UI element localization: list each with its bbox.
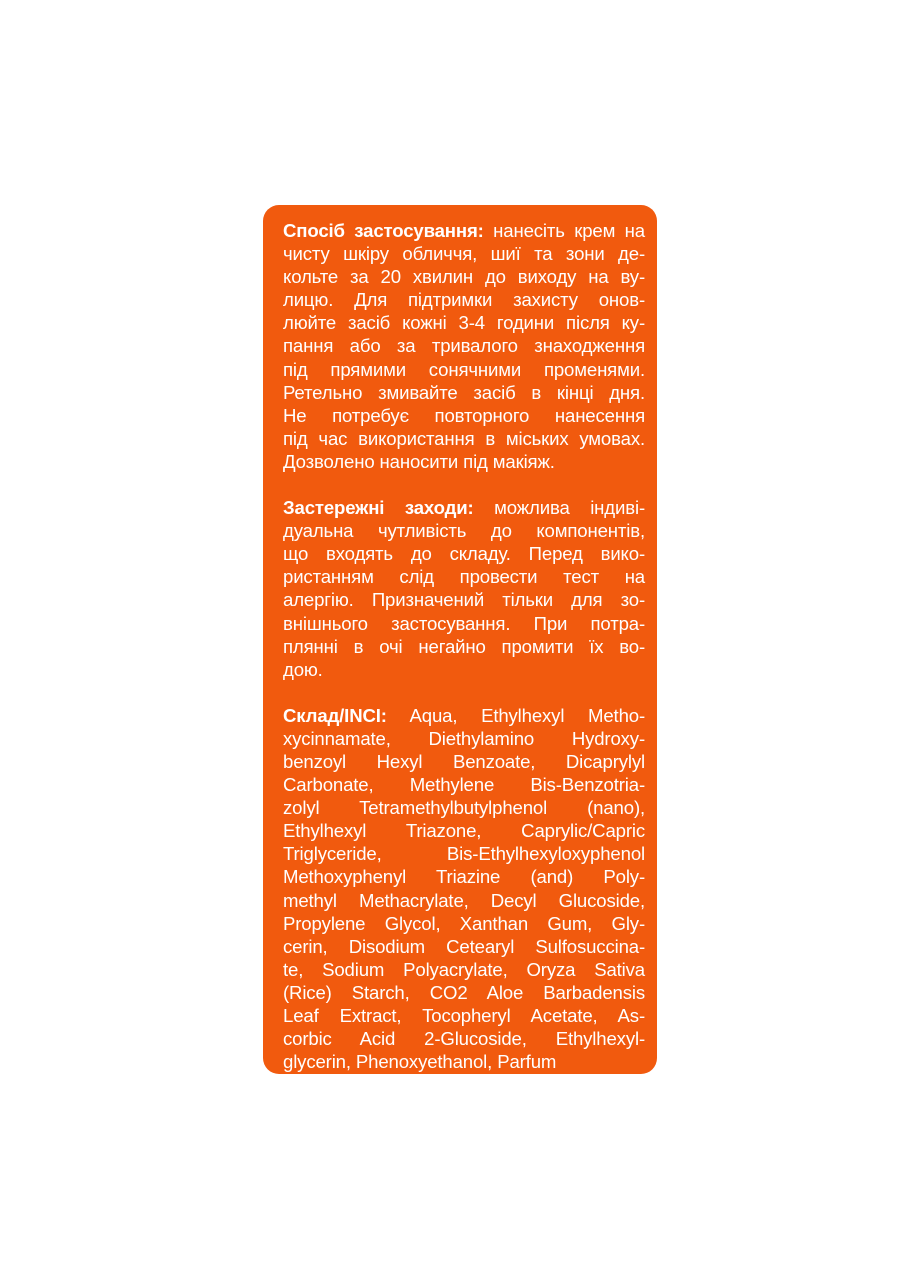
precautions-line: дою.	[283, 658, 323, 680]
usage-line: Спосіб застосування: нанесіть крем на	[283, 220, 645, 241]
ingredients-line: corbic Acid 2-Glucoside, Ethylhexyl-	[283, 1028, 645, 1050]
usage-line: під прямими сонячними променями.	[283, 358, 645, 380]
usage-section	[283, 219, 645, 473]
product-label-card	[263, 205, 657, 1074]
precautions-line: що входять до складу. Перед вико-	[283, 543, 645, 565]
ingredients-line: (Rice) Starch, CO2 Aloe Barbadensis	[283, 981, 645, 1003]
usage-line: під час використання в міських умовах.	[283, 427, 645, 449]
ingredients-line: Carbonate, Methylene Bis-Benzotria-	[283, 774, 645, 796]
ingredients-line: Methoxyphenyl Triazine (and) Poly-	[283, 866, 645, 888]
ingredients-line: Ethylhexyl Triazone, Caprylic/Capric	[283, 820, 645, 842]
precautions-line: дуальна чутливість до компонентів,	[283, 520, 645, 542]
ingredients-line: Leaf Extract, Tocopheryl Acetate, As-	[283, 1005, 645, 1026]
ingredients-line: xycinnamate, Diethylamino Hydroxy-	[283, 727, 645, 749]
usage-line: пання або за тривалого знаходження	[283, 335, 645, 357]
usage-line: Не потребує повторного нанесення	[283, 404, 645, 426]
usage-line: Дозволено наносити під макіяж.	[283, 450, 555, 472]
ingredients-line: Triglyceride, Bis-Ethylhexyloxyphenol	[283, 843, 645, 865]
usage-line: лицю. Для підтримки захисту онов-	[283, 289, 645, 311]
precautions-line: ристанням слід провести тест на	[283, 566, 645, 588]
ingredients-heading: Склад/INCI:	[283, 704, 387, 726]
usage-line: Ретельно змивайте засіб в кінці дня.	[283, 381, 645, 403]
ingredients-line: te, Sodium Polyacrylate, Oryza Sativa	[283, 958, 645, 980]
usage-line: чисту шкіру обличчя, шиї та зони де-	[283, 243, 645, 265]
precautions-line: плянні в очі негайно промити їх во-	[283, 635, 645, 657]
usage-line: люйте засіб кожні 3-4 години після ку-	[283, 312, 645, 334]
precautions-line: Застережні заходи: можлива індиві-	[283, 497, 645, 519]
ingredients-line: cerin, Disodium Cetearyl Sulfosuccina-	[283, 935, 645, 957]
usage-line: кольте за 20 хвилин до виходу на ву-	[283, 266, 645, 288]
precautions-heading: Застережні заходи:	[283, 497, 474, 519]
ingredients-line: benzoyl Hexyl Benzoate, Dicaprylyl	[283, 750, 645, 772]
ingredients-line: Propylene Glycol, Xanthan Gum, Gly-	[283, 912, 645, 934]
precautions-section	[283, 496, 645, 681]
ingredients-line: methyl Methacrylate, Decyl Glucoside,	[283, 889, 645, 911]
ingredients-line: Склад/INCI: Aqua, Ethylhexyl Metho-	[283, 704, 645, 726]
ingredients-section	[283, 704, 645, 1074]
usage-heading: Спосіб застосування:	[283, 220, 484, 241]
precautions-line: внішнього застосування. При потра-	[283, 612, 645, 634]
ingredients-line: glycerin, Phenoxyethanol, Parfum	[283, 1051, 557, 1073]
ingredients-line: zolyl Tetramethylbutylphenol (nano),	[283, 797, 645, 819]
precautions-line: алергію. Призначений тільки для зо-	[283, 589, 645, 611]
